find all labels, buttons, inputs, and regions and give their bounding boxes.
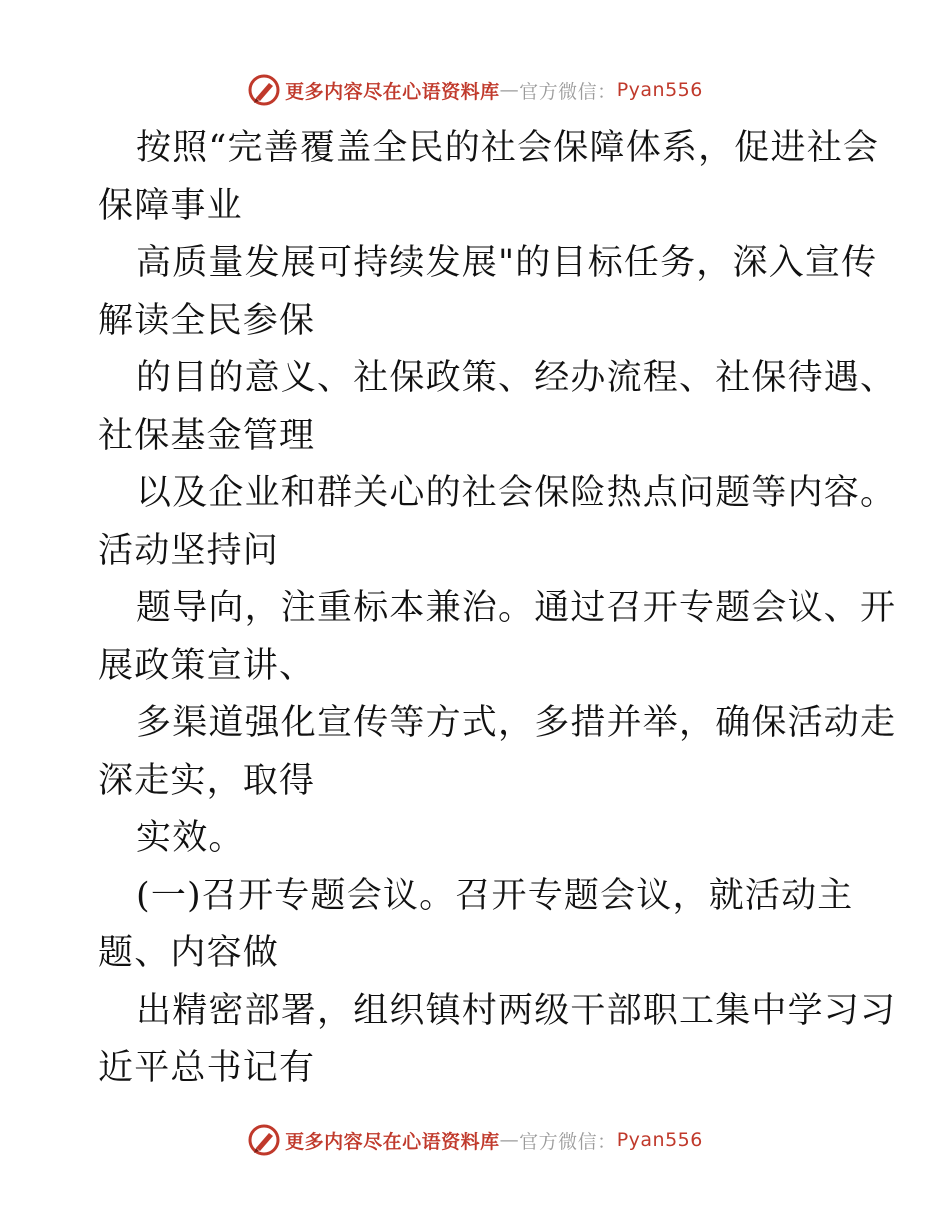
text-line: 高质量发展可持续发展"的目标任务，深入宣传: [136, 243, 878, 283]
text-line: 的目的意义、社保政策、经办流程、社保待遇、: [136, 358, 897, 398]
watermark-wechat-label: 官方微信：: [519, 80, 617, 103]
text-line: (一)召开专题会议。召开专题会议，就活动主: [136, 875, 854, 916]
text-line: 以及企业和群关心的社会保险热点问题等内容。: [136, 473, 897, 513]
watermark-dash: —: [499, 1129, 520, 1151]
watermark-wechat-id: Pyan556: [616, 1129, 703, 1151]
text-line: 出精密部署，组织镇村两级干部职工集中学习习: [136, 990, 897, 1031]
text-line: 展政策宣讲、: [98, 645, 316, 686]
watermark-site-text: 更多内容尽在心语资料库: [285, 1130, 500, 1153]
watermark-dash: —: [499, 79, 520, 101]
header-watermark: [0, 70, 950, 110]
text-line: 按照“完善覆盖全民的社会保障体系，促进社会: [136, 128, 880, 168]
watermark-site-text: 更多内容尽在心语资料库: [285, 80, 500, 103]
text-line: 解读全民参保: [98, 300, 316, 341]
document-body: [98, 120, 897, 1098]
text-line: 保障事业: [98, 185, 243, 226]
text-line: 题、内容做: [98, 933, 280, 973]
text-line: 题导向，注重标本兼治。通过召开专题会议、开: [136, 588, 897, 628]
watermark-wechat-label: 官方微信：: [519, 1130, 617, 1153]
text-line: 实效。: [136, 818, 245, 858]
text-line: 深走实，取得: [98, 760, 316, 801]
footer-watermark: [0, 1120, 950, 1160]
pen-logo-icon: [247, 73, 281, 107]
text-line: 活动坚持问: [98, 530, 280, 571]
watermark-wechat-id: Pyan556: [616, 79, 703, 101]
text-line: 多渠道强化宣传等方式，多措并举，确保活动走: [136, 703, 897, 743]
text-line: 社保基金管理: [98, 415, 316, 456]
pen-logo-icon: [247, 1123, 281, 1157]
text-line: 近平总书记有: [98, 1048, 316, 1088]
